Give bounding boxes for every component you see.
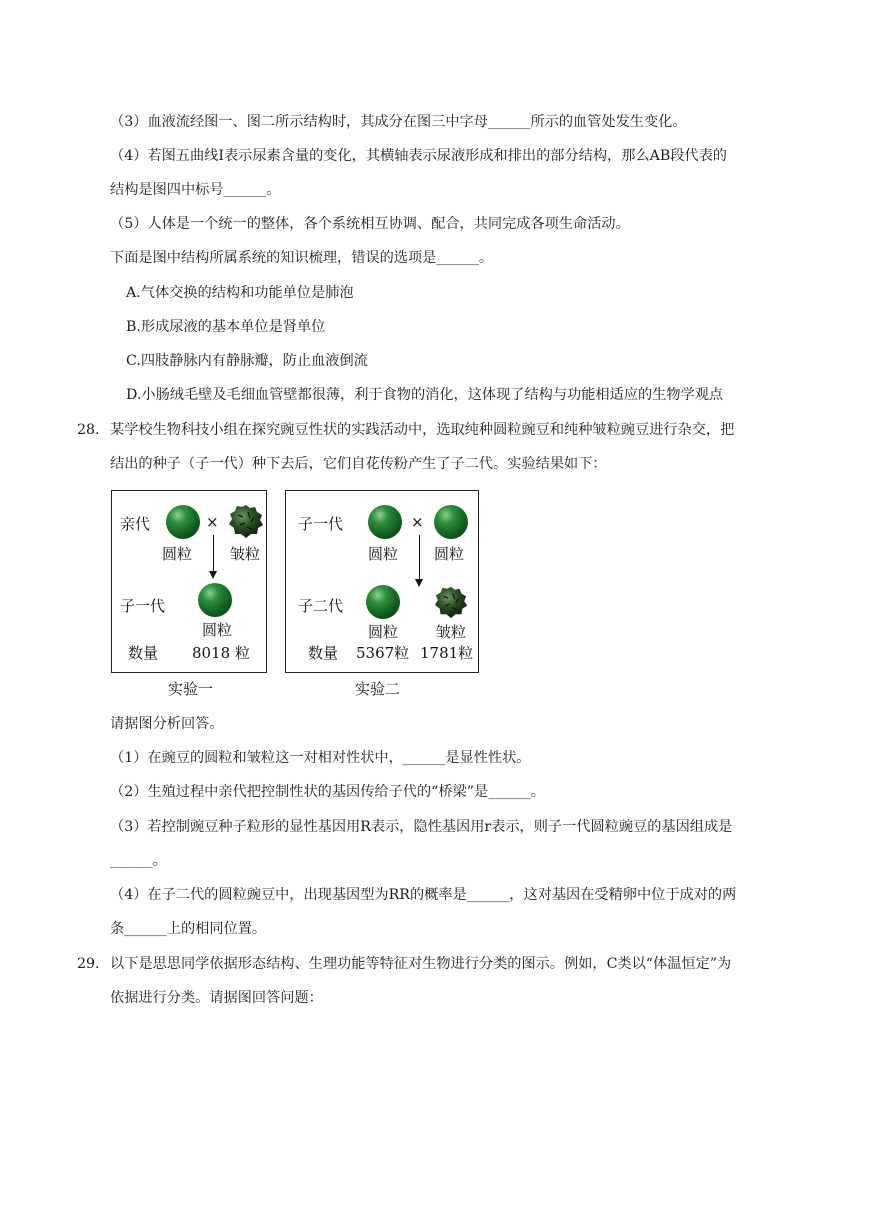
q27-sub5-line1: （5）人体是一个统一的整体，各个系统相互协调、配合，共同完成各项生命活动。 — [110, 216, 630, 232]
q27-sub3: （3）血液流经图一、图二所示结构时，其成分在图三中字母______所示的血管处发生变化。 — [110, 114, 687, 130]
cross-symbol: × — [411, 513, 424, 531]
experiment-1-box — [111, 490, 267, 673]
wrinkled-pea-icon — [228, 503, 264, 539]
round-pea-icon — [434, 505, 468, 539]
count-value: 8018 粒 — [192, 644, 250, 662]
cross-symbol: × — [206, 513, 219, 531]
arrow-down-icon — [213, 535, 214, 577]
option-c: C.四肢静脉内有静脉瓣，防止血液倒流 — [126, 353, 368, 369]
option-d: D.小肠绒毛壁及毛细血管壁都很薄，利于食物的消化，这体现了结构与功能相适应的生物学观点 — [126, 387, 724, 403]
label-wrinkled: 皱粒 — [230, 545, 261, 563]
experiment-2-box — [285, 490, 479, 673]
q28-sub3-line1: （3）若控制豌豆种子粒形的显性基因用R表示，隐性基因用r表示，则子一代圆粒豌豆的基因组成是 — [110, 819, 733, 835]
q29-stem-line2: 依据进行分类。请据图回答问题： — [110, 990, 323, 1006]
label-count: 数量 — [308, 644, 339, 662]
label-count: 数量 — [128, 644, 159, 662]
q27-sub5-line2: 下面是图中结构所属系统的知识梳理，错误的选项是______。 — [110, 250, 494, 266]
wrinkled-pea-icon — [434, 585, 468, 619]
q29-stem-line1: 以下是思思同学依据形态结构、生理功能等特征对生物进行分类的图示。例如，C类以“体温恒定”为 — [110, 956, 732, 972]
q28-sub1: （1）在豌豆的圆粒和皱粒这一对相对性状中，______是显性性状。 — [110, 750, 531, 766]
caption-experiment-1: 实验一 — [168, 680, 214, 698]
q27-sub4-line2: 结构是图四中标号______。 — [110, 182, 281, 198]
q28-sub4-line1: （4）在子二代的圆粒豌豆中，出现基因型为RR的概率是______，这对基因在受精卵中位于成对的两 — [110, 887, 737, 903]
q28-sub3-line2: ______。 — [110, 853, 167, 869]
label-f1: 子一代 — [298, 515, 344, 533]
count-wrinkled: 1781粒 — [420, 644, 474, 662]
label-f2: 子二代 — [298, 597, 344, 615]
q28-stem-line2: 结出的种子（子一代）种下去后，它们自花传粉产生了子二代。实验结果如下： — [110, 456, 607, 472]
q28-stem-line1: 某学校生物科技小组在探究豌豆性状的实践活动中，选取纯种圆粒豌豆和纯种皱粒豌豆进行杂交，把 — [110, 422, 735, 438]
label-round-b: 圆粒 — [434, 545, 465, 563]
option-a: A.气体交换的结构和功能单位是肺泡 — [126, 285, 354, 301]
label-parent: 亲代 — [120, 515, 151, 533]
label-f2-round: 圆粒 — [368, 623, 399, 641]
q28-sub4-line2: 条______上的相同位置。 — [110, 921, 267, 937]
round-pea-icon — [368, 505, 402, 539]
label-f2-wrinkled: 皱粒 — [436, 623, 467, 641]
question-number-29: 29. — [77, 956, 100, 972]
caption-experiment-2: 实验二 — [355, 680, 401, 698]
count-round: 5367粒 — [356, 644, 410, 662]
label-f1-round: 圆粒 — [202, 621, 233, 639]
label-f1: 子一代 — [120, 597, 166, 615]
q28-sub2: （2）生殖过程中亲代把控制性状的基因传给子代的“桥梁”是______。 — [110, 784, 545, 800]
round-pea-icon — [198, 583, 232, 617]
question-number-28: 28. — [77, 422, 100, 438]
option-b: B.形成尿液的基本单位是肾单位 — [126, 319, 326, 335]
label-round-a: 圆粒 — [368, 545, 399, 563]
label-round: 圆粒 — [162, 545, 193, 563]
arrow-down-icon — [419, 535, 420, 585]
round-pea-icon — [166, 505, 200, 539]
round-pea-icon — [366, 585, 400, 619]
q27-sub4-line1: （4）若图五曲线Ⅰ表示尿素含量的变化，其横轴表示尿液形成和排出的部分结构，那么AB段代表的 — [110, 148, 727, 164]
q28-instruction: 请据图分析回答。 — [110, 716, 224, 732]
